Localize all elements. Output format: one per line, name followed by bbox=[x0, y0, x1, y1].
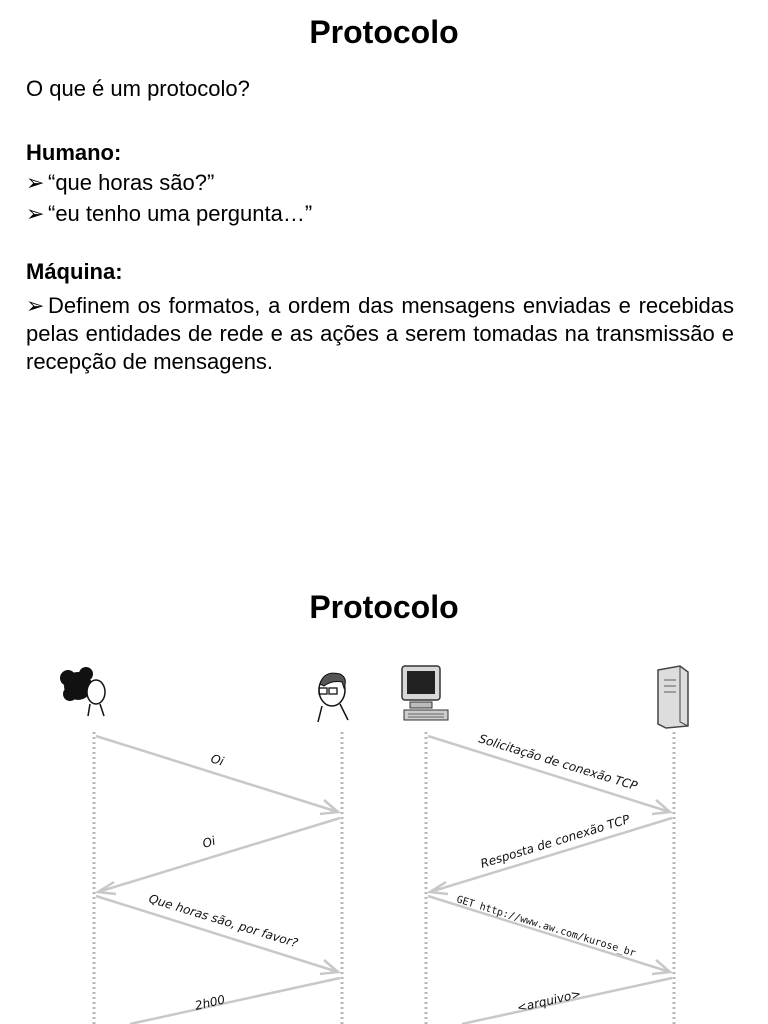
message-label: Oi bbox=[200, 833, 218, 851]
server-icon bbox=[658, 666, 688, 728]
protocol-diagram bbox=[0, 650, 768, 1024]
message-label: 2h00 bbox=[193, 992, 227, 1013]
message-label: Que horas são, por favor? bbox=[147, 891, 300, 951]
human-bullet bbox=[26, 201, 312, 227]
message-arrow bbox=[96, 736, 338, 814]
arrow-bullet-icon: ➢ bbox=[26, 293, 45, 318]
message-arrow bbox=[428, 736, 670, 814]
message-label: Oi bbox=[209, 751, 226, 769]
message-label: Resposta de conexão TCP bbox=[478, 812, 632, 871]
woman-icon bbox=[60, 667, 105, 716]
machine-description bbox=[26, 292, 734, 376]
arrow-bullet-icon: ➢ bbox=[26, 201, 45, 226]
human-heading: Humano: bbox=[26, 140, 122, 165]
man-icon bbox=[318, 673, 348, 722]
message-arrow bbox=[130, 978, 340, 1024]
section-title: Protocolo bbox=[309, 589, 459, 625]
message-arrow bbox=[96, 896, 338, 974]
question-text: O que é um protocolo? bbox=[26, 76, 250, 101]
message-label: Solicitação de conexão TCP bbox=[477, 731, 640, 794]
machine-text: Definem os formatos, a ordem das mensagens enviadas e recebidas pelas entidades de rede e as ações a serem tomadas na transmissão e recepção de mensagens. bbox=[26, 293, 734, 374]
message-label: <arquivo> bbox=[515, 986, 583, 1015]
bullet-text: “eu tenho uma pergunta…” bbox=[48, 201, 313, 226]
message-label: GET http://www.aw.com/kurose_br bbox=[455, 894, 637, 960]
bullet-text: “que horas são?” bbox=[48, 170, 215, 195]
computer-icon bbox=[402, 666, 448, 720]
message-arrow bbox=[428, 896, 670, 974]
message-arrow bbox=[98, 818, 340, 894]
machine-heading: Máquina: bbox=[26, 259, 123, 284]
arrow-bullet-icon: ➢ bbox=[26, 170, 45, 195]
human-bullet bbox=[26, 170, 214, 196]
page-title: Protocolo bbox=[309, 14, 459, 50]
message-arrow bbox=[430, 818, 672, 894]
